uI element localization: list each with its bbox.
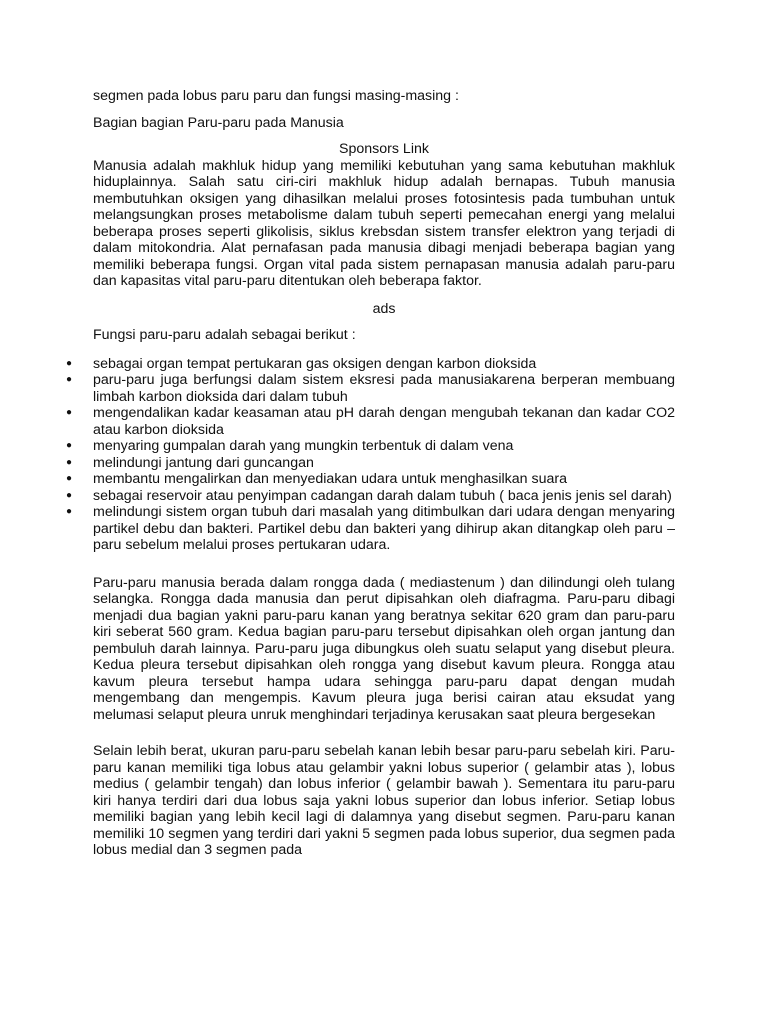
intro-line: segmen pada lobus paru paru dan fungsi masing-masing : [93, 88, 459, 104]
list-item [66, 487, 675, 505]
bullet-icon: ● [66, 489, 73, 501]
document-body [66, 88, 675, 859]
list-item [66, 405, 675, 438]
list-item [66, 454, 675, 472]
bullet-icon: ● [66, 473, 73, 484]
section-heading: Bagian bagian Paru-paru pada Manusia [93, 114, 344, 131]
list-item-text: melindungi jantung dari guncangan [93, 454, 314, 471]
list-item-text: mengendalikan kadar keasaman atau pH darah dengan mengubah tekanan dan kadar CO2 atau karbon dioksida [93, 405, 675, 438]
list-item [66, 504, 675, 554]
fungsi-list [66, 355, 675, 554]
bullet-icon: ● [66, 440, 73, 451]
list-item-text: menyaring gumpalan darah yang mungkin terbentuk di dalam vena [93, 438, 514, 454]
paragraph-3: Selain lebih berat, ukuran paru-paru sebelah kanan lebih besar paru-paru sebelah kiri. Paru-paru kanan memiliki tiga lobus atau gelambir yakni lobus superior ( gelambir atas ), lobus medius ( gelambir tengah) dan lobus inferior ( gelambir bawah ). Sementara itu paru-paru kiri hanya terdiri dari dua lobus saja yakni lobus superior dan lobus inferior. Setiap lobus memiliki bagian yang lebih kecil lagi di dalamnya yang disebut segmen. Paru-paru kanan memiliki 10 segmen yang terdiri dari yakni 5 segmen pada lobus superior, dua segmen pada lobus medial dan 3 segmen pada [93, 743, 675, 858]
ads-label: ads [372, 300, 396, 317]
list-item-text: melindungi sistem organ tubuh dari masalah yang ditimbulkan dari udara dengan menyaring partikel debu dan bakteri. Partikel debu dan bakteri yang dihirup akan ditangkap oleh paru – paru sebelum melalui proses pertukaran udara. [93, 504, 675, 553]
list-item [66, 438, 675, 455]
list-item-text: membantu mengalirkan dan menyediakan udara untuk menghasilkan suara [93, 471, 567, 487]
fungsi-intro: Fungsi paru-paru adalah sebagai berikut : [93, 327, 356, 343]
list-item-text: paru-paru juga berfungsi dalam sistem eksresi pada manusiakarena berperan membuang limbah karbon dioksida dari dalam tubuh [93, 372, 675, 405]
list-item-text: sebagai organ tempat pertukaran gas oksigen dengan karbon dioksida [93, 355, 537, 372]
bullet-icon: ● [66, 374, 73, 385]
bullet-icon: ● [66, 407, 73, 418]
bullet-icon: ● [66, 506, 73, 517]
bullet-icon: ● [66, 357, 73, 369]
bullet-icon: ● [66, 456, 73, 468]
sponsors-link[interactable]: Sponsors Link [339, 141, 429, 157]
paragraph-1: Manusia adalah makhluk hidup yang memiliki kebutuhan yang sama kebutuhan makhluk hiduplainnya. Salah satu ciri-ciri makhluk hidup adalah bernapas. Tubuh manusia membutuhkan oksigen yang dihasilkan melalui proses fotosintesis pada tumbuhan untuk melangsungkan proses metabolisme dalam tubuh seperti pemecahan energi yang melalui beberapa proses seperti glikolisis, siklus krebsdan sistem transfer elektron yang terjadi di dalam mitokondria. Alat pernafasan pada manusia dibagi menjadi beberapa bagian yang memiliki beberapa fungsi. Organ vital pada sistem pernapasan manusia adalah paru-paru dan kapasitas vital paru-paru ditentukan oleh beberapa faktor. [93, 157, 675, 289]
paragraph-2: Paru-paru manusia berada dalam rongga dada ( mediastenum ) dan dilindungi oleh tulang selangka. Rongga dada manusia dan perut dipisahkan oleh diafragma. Paru-paru dibagi menjadi dua bagian yakni paru-paru kanan yang beratnya sekitar 620 gram dan paru-paru kiri seberat 560 gram. Kedua bagian paru-paru tersebut dipisahkan oleh organ jantung dan pembuluh darah lainnya. Paru-paru juga dibungkus oleh suatu selaput yang disebut pleura. Kedua pleura tersebut dipisahkan oleh rongga yang disebut kavum pleura. Rongga atau kavum pleura tersebut hampa udara sehingga paru-paru dapat dengan mudah mengembang dan mengempis. Kavum pleura juga berisi cairan atau eksudat yang melumasi selaput pleura unruk menghindari terjadinya kerusakan saat pleura bergesekan [93, 574, 675, 723]
list-item [66, 372, 675, 405]
list-item [66, 471, 675, 488]
list-item [66, 355, 675, 373]
list-item-text: sebagai reservoir atau penyimpan cadangan darah dalam tubuh ( baca jenis jenis sel darah) [93, 487, 672, 504]
